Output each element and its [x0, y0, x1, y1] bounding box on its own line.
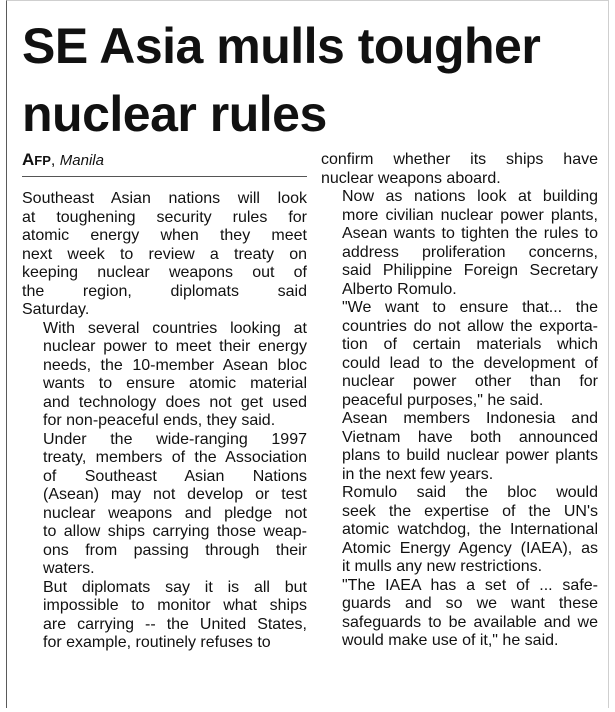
text-line: Atomic Energy Agency (IAEA), as	[342, 539, 598, 557]
text-line: impossible to monitor what ships	[43, 597, 307, 614]
paragraph	[321, 188, 598, 299]
text-line: nuclear weapons aboard.	[321, 169, 501, 187]
text-line: wants to ensure atomic material	[43, 375, 307, 392]
byline-agency	[22, 150, 51, 169]
text-line: nuclear power to meet their energy	[43, 338, 307, 355]
text-line: plans to build nuclear power plants	[342, 447, 598, 464]
paragraph	[22, 579, 307, 653]
text-line: and technology does not get used	[43, 393, 307, 411]
text-line: "We want to ensure that... the	[342, 299, 598, 316]
text-line: ons from passing through their	[43, 541, 307, 559]
text-line: said Philippine Foreign Secretary	[342, 262, 598, 279]
text-line: But diplomats say it is all but	[43, 578, 307, 596]
text-line: for non-peaceful ends, they said.	[43, 412, 276, 429]
text-line: at toughening security rules for	[22, 208, 307, 226]
text-line: peaceful purposes," he said.	[342, 391, 544, 409]
text-line: atomic energy when they meet	[22, 227, 307, 244]
text-line: With several countries looking at	[43, 319, 307, 337]
text-line: atomic watchdog, the International	[342, 521, 598, 538]
text-line: keeping nuclear weapons out of	[22, 264, 307, 281]
text-line: Saturday.	[22, 301, 90, 318]
text-line: waters.	[43, 560, 95, 577]
text-line: Now as nations look at building	[342, 188, 598, 205]
left-column	[22, 151, 307, 653]
text-line: seek the expertise of the UN's	[342, 502, 598, 520]
left-column-body	[22, 190, 307, 653]
text-line: needs, the 10-member Asean bloc	[43, 356, 307, 374]
text-line: tion of certain materials which	[342, 336, 598, 353]
right-column-body	[321, 151, 598, 651]
text-line: Asean wants to tighten the rules to	[342, 225, 598, 242]
text-line: it mulls any new restrictions.	[342, 558, 543, 575]
text-line: address proliferation concerns,	[342, 243, 598, 261]
text-line: could lead to the development of	[342, 354, 598, 372]
text-line: nuclear weapons and pledge not	[43, 504, 307, 522]
paragraph	[321, 299, 598, 410]
headline-line-2: nuclear rules	[22, 86, 327, 142]
text-line: for example, routinely refuses to	[43, 634, 271, 651]
paragraph	[22, 190, 307, 320]
text-line: more civilian nuclear power plants,	[342, 206, 598, 224]
byline-separator: ,	[50, 152, 60, 169]
text-line: would make use of it," he said.	[342, 632, 559, 649]
paragraph	[321, 577, 598, 651]
byline-place: Manila	[59, 152, 104, 169]
text-line: (Asean) may not develop or test	[43, 486, 307, 503]
text-line: nuclear power other than for	[342, 373, 598, 390]
paragraph	[321, 410, 598, 484]
text-line: of Southeast Asian Nations	[43, 467, 307, 485]
text-line: in the next few years.	[342, 465, 494, 483]
text-line: to allow ships carrying those weap-	[43, 523, 307, 540]
text-line: Asean members Indonesia and	[342, 410, 598, 427]
paragraph	[22, 431, 307, 579]
text-line: Southeast Asian nations will look	[22, 190, 307, 207]
text-line: "The IAEA has a set of ... safe-	[342, 576, 598, 594]
text-line: Vietnam have both announced	[342, 428, 598, 446]
text-line: are carrying -- the United States,	[43, 615, 307, 633]
paragraph	[22, 320, 307, 431]
text-line: Alberto Romulo.	[342, 280, 457, 298]
text-line: next week to review a treaty on	[22, 245, 307, 263]
text-line: the region, diplomats said	[22, 282, 307, 300]
right-column	[321, 151, 598, 651]
byline-agency-rest: FP	[34, 153, 51, 168]
text-line: treaty, members of the Association	[43, 449, 307, 466]
text-line: countries do not allow the exporta-	[342, 317, 598, 335]
byline-agency-initial: A	[22, 150, 35, 169]
byline	[22, 151, 307, 177]
paragraph	[321, 484, 598, 577]
headline-line-1: SE Asia mulls tougher	[22, 18, 541, 74]
paragraph	[321, 151, 598, 188]
text-line: confirm whether its ships have	[321, 151, 598, 168]
text-line: Under the wide-ranging 1997	[43, 430, 307, 448]
text-line: safeguards to be available and we	[342, 613, 598, 631]
text-line: Romulo said the bloc would	[342, 484, 598, 501]
text-line: guards and so we want these	[342, 595, 598, 612]
headline	[22, 12, 607, 148]
